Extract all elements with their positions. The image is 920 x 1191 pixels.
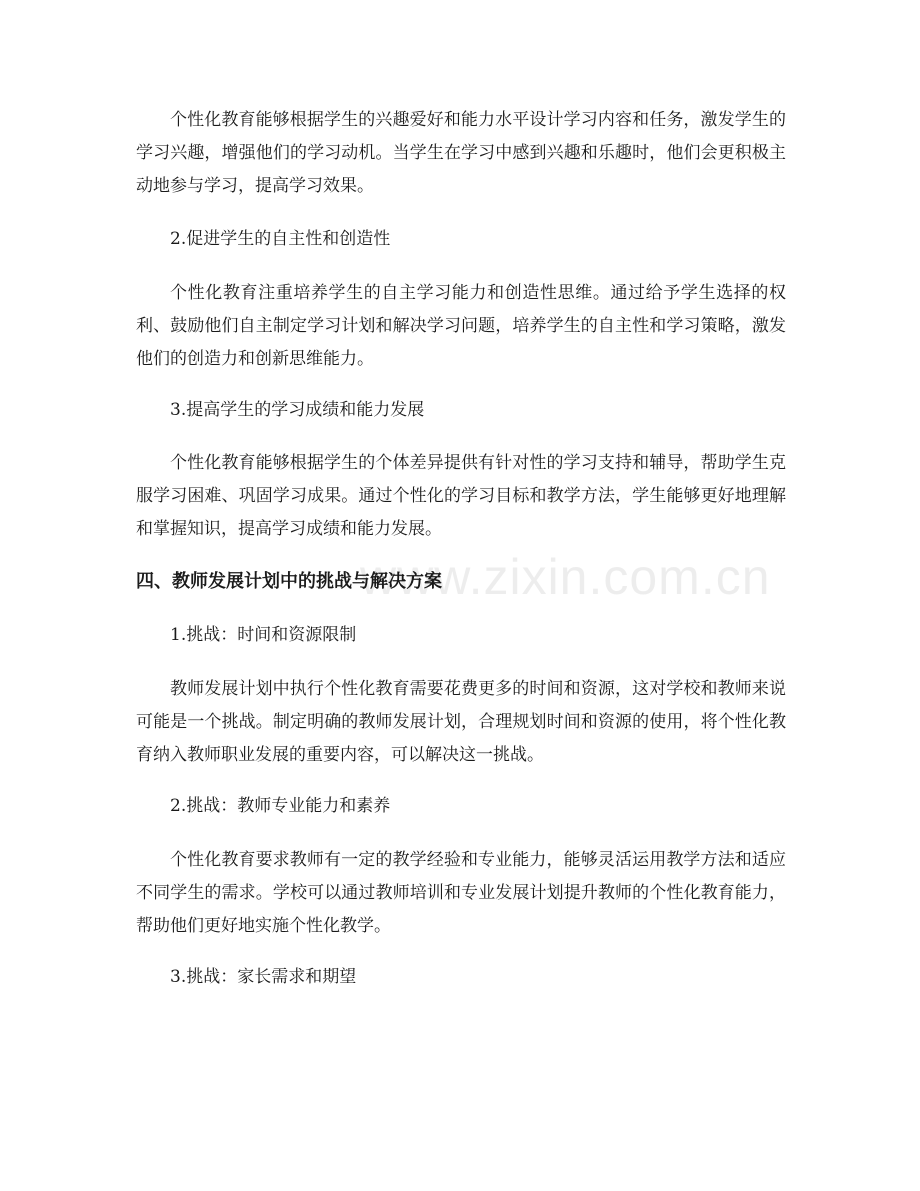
subheading-autonomy: 2.促进学生的自主性和创造性 bbox=[170, 229, 391, 249]
subheading-challenge-time: 1.挑战：时间和资源限制 bbox=[170, 625, 357, 645]
subheading-challenge-teacher: 2.挑战：教师专业能力和素养 bbox=[170, 796, 391, 816]
paragraph-interest: 个性化教育能够根据学生的兴趣爱好和能力水平设计学习内容和任务，激发学生的学习兴趣，增强他们的学习动机。当学生在学习中感到兴趣和乐趣时，他们会更积极主动地参与学习，提高学习效果。 bbox=[136, 110, 786, 196]
section-heading: 四、教师发展计划中的挑战与解决方案 bbox=[136, 571, 442, 592]
paragraph-achievement: 个性化教育能够根据学生的个体差异提供有针对性的学习支持和辅导，帮助学生克服学习困难、巩固学习成果。通过个性化的学习目标和教学方法，学生能够更好地理解和掌握知识，提高学习成绩和能力发展。 bbox=[136, 453, 786, 539]
paragraph-challenge-teacher: 个性化教育要求教师有一定的教学经验和专业能力，能够灵活运用教学方法和适应不同学生的需求。学校可以通过教师培训和专业发展计划提升教师的个性化教育能力，帮助他们更好地实施个性化教学。 bbox=[136, 850, 786, 936]
watermark: www.zixin.com.cn bbox=[360, 549, 771, 605]
subheading-challenge-parents: 3.挑战：家长需求和期望 bbox=[170, 967, 357, 987]
subheading-achievement: 3.提高学生的学习成绩和能力发展 bbox=[170, 400, 425, 420]
paragraph-challenge-time: 教师发展计划中执行个性化教育需要花费更多的时间和资源，这对学校和教师来说可能是一个挑战。制定明确的教师发展计划，合理规划时间和资源的使用，将个性化教育纳入教师职业发展的重要内容，可以解决这一挑战。 bbox=[136, 679, 786, 765]
paragraph-autonomy: 个性化教育注重培养学生的自主学习能力和创造性思维。通过给予学生选择的权利、鼓励他们自主制定学习计划和解决学习问题，培养学生的自主性和学习策略，激发他们的创造力和创新思维能力。 bbox=[136, 283, 786, 369]
